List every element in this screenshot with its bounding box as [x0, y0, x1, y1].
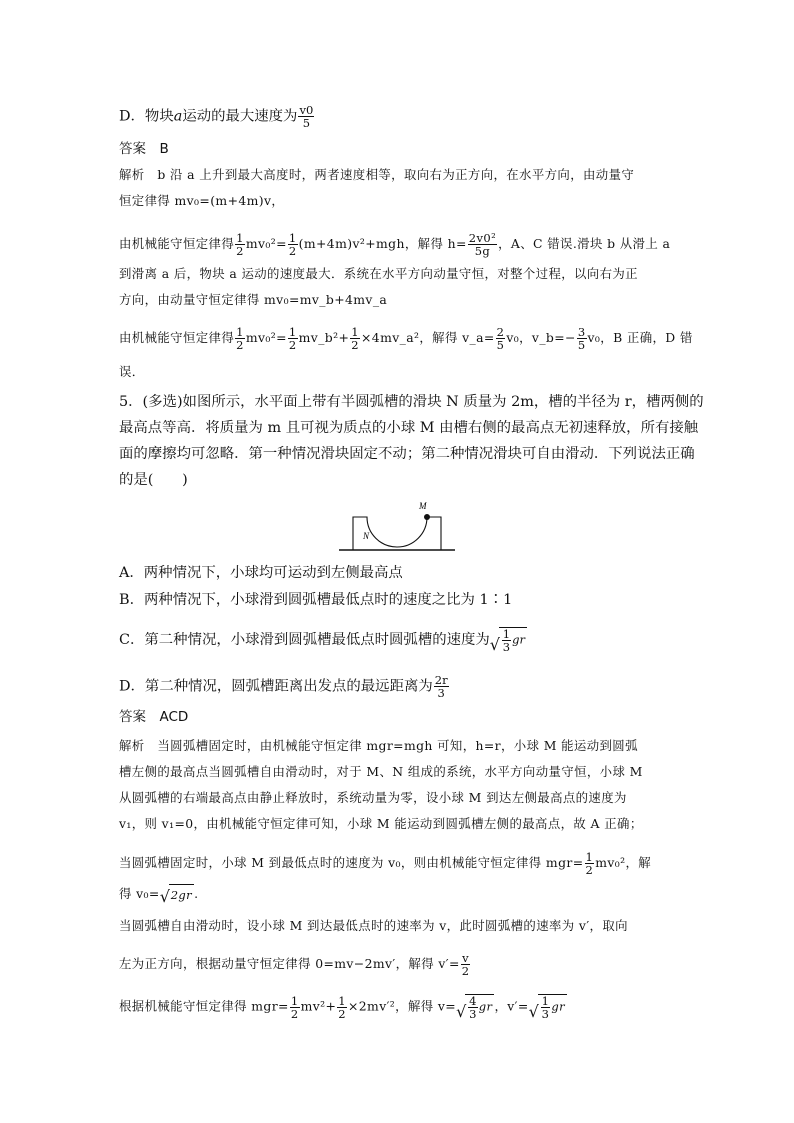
- fraction: $\frac{v0}{5}$: [299, 103, 314, 130]
- analysis-line: 解析 b 沿 a 上升到最大高度时，两者速度相等，取向右为正方向，在水平方向，由动量守: [119, 167, 635, 182]
- answer-line: 答案 B: [119, 141, 169, 157]
- text: D．物块: [119, 108, 174, 125]
- analysis-line: 得 v₀= √ 2gr .: [119, 886, 199, 906]
- answer-line-2: 答案 ACD: [119, 709, 189, 725]
- analysis-line: 恒定律得 mv₀=(m+4m)v，: [119, 193, 285, 208]
- analysis-line: 根据机械能守恒定律得 mgr= $\frac{1}{2}$ mv²+ $\frac{1}{2}$ ×2mv′²，解得 v= √ $\frac{4}{3}$ gr ，v′= √ $\frac{1}{3}$ gr: [119, 993, 566, 1021]
- analysis-line: 当圆弧槽固定时，小球 M 到最低点时的速度为 v₀，则由机械能守恒定律得 mgr= $\frac{1}{2}$ mv₀²，解: [119, 850, 652, 877]
- ball-m: [424, 514, 430, 520]
- label-n: N: [363, 531, 370, 541]
- analysis-line: 由机械能守恒定律得 $\frac{1}{2}$ mv₀²= $\frac{1}{2}$ (m+4m)v²+mgh，解得 h= $\frac{\text{2v0²}}{5g}$ ，A、C 错误.滑块 b 从滑上 a: [119, 231, 671, 258]
- analysis-line: 解析 当圆弧槽固定时，由机械能守恒定律 mgr=mgh 可知，h=r，小球 M 能运动到圆弧: [119, 738, 638, 753]
- sqrt: √ $\frac{1}{3}$ gr: [489, 627, 525, 654]
- question-line: 面的摩擦均可忽略．第一种情况滑块固定不动；第二种情况滑块可自由滑动．下列说法正确: [119, 446, 695, 462]
- analysis-line: 方向，由动量守恒定律得 mv₀=mv_b+4mv_a: [119, 292, 388, 307]
- label-m: M: [419, 501, 427, 511]
- option-c: C．第二种情况，小球滑到圆弧槽最低点时圆弧槽的速度为 √ $\frac{1}{3}$ gr: [119, 627, 525, 654]
- text: 运动的最大速度为: [182, 108, 298, 125]
- analysis-line: 当圆弧槽自由滑动时，设小球 M 到达最低点时的速率为 v，此时圆弧槽的速率为 v′，取向: [119, 918, 628, 933]
- analysis-line: 从圆弧槽的右端最高点由静止释放时，系统动量为零，设小球 M 到达左侧最高点的速度为: [119, 790, 627, 805]
- half-pipe-figure: [337, 497, 457, 555]
- option-a: A．两种情况下，小球均可运动到左侧最高点: [119, 565, 403, 581]
- analysis-line: 误．: [119, 364, 145, 379]
- text: a: [173, 108, 183, 125]
- analysis-line: 左为正方向，根据动量守恒定律得 0=mv−2mv′，解得 v′= $\frac{v}{2}$: [119, 951, 470, 978]
- question-line: 5．(多选)如图所示，水平面上带有半圆弧槽的滑块 N 质量为 2m，槽的半径为 r，槽两侧的: [119, 394, 704, 410]
- analysis-line: 到滑离 a 后，物块 a 运动的速度最大．系统在水平方向动量守恒，对整个过程，以向右为正: [119, 266, 638, 281]
- question-line: 最高点等高．将质量为 m 且可视为质点的小球 M 由槽右侧的最高点无初速释放，所有接触: [119, 420, 699, 436]
- option-d-line: [119, 104, 315, 129]
- question-line: 的是( ): [119, 472, 188, 488]
- option-b: B．两种情况下，小球滑到圆弧槽最低点时的速度之比为 1∶1: [119, 592, 513, 608]
- option-d: D．第二种情况，圆弧槽距离出发点的最远距离为 $\frac{2r}{3}$: [119, 673, 448, 700]
- analysis-line: 槽左侧的最高点当圆弧槽自由滑动时，对于 M、N 组成的系统，水平方向动量守恒，小球 M: [119, 764, 643, 779]
- analysis-line: 由机械能守恒定律得 $\frac{1}{2}$ mv₀²= $\frac{1}{2}$ mv_b²+ $\frac{1}{2}$ ×4mv_a²，解得 v_a= $\frac{2}{5}$ v₀，v_b=− $\frac{3}{5}$ v₀，B 正确，D 错: [119, 325, 693, 352]
- analysis-line: v₁，则 v₁=0，由机械能守恒定律可知，小球 M 能运动到圆弧槽左侧的最高点，故 A 正确；: [119, 816, 643, 831]
